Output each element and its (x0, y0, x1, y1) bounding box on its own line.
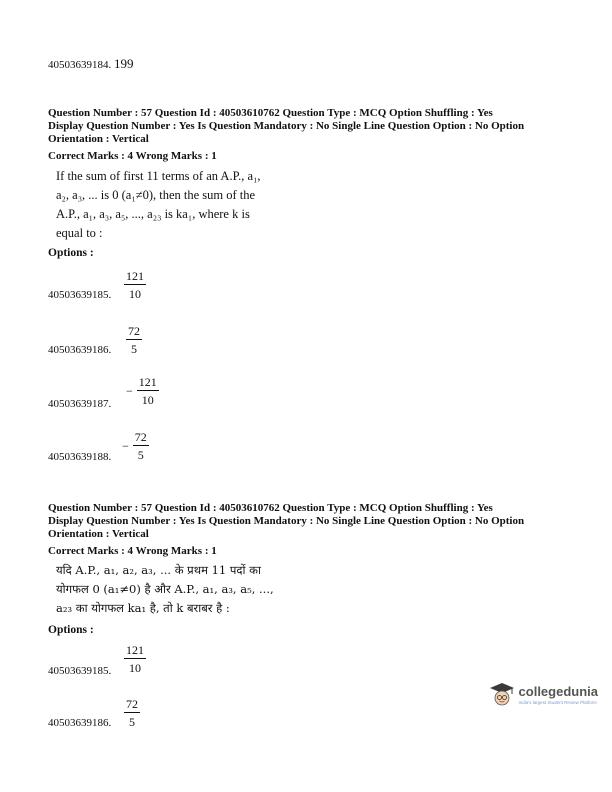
options-label-2: Options : (48, 624, 94, 636)
option-fraction[interactable] (124, 269, 146, 301)
denominator: 5 (131, 342, 137, 356)
fraction-bar (124, 658, 146, 659)
marks-1: Correct Marks : 4 Wrong Marks : 1 (48, 150, 217, 162)
option-fraction[interactable] (124, 643, 146, 675)
question-line: a₂₃ का योगफल ka₁ है, तो k बराबर है : (56, 601, 230, 615)
denominator: 5 (137, 448, 144, 462)
header-line: Question Number : 57 Question Id : 40503610762 Question Type : MCQ Option Shuffling : Yes (48, 107, 493, 119)
header-line: Orientation : Vertical (48, 133, 149, 145)
top-reference-value: 199 (114, 56, 134, 71)
top-reference-id: 40503639184. (48, 59, 112, 71)
option-fraction[interactable] (126, 375, 159, 407)
denominator: 10 (129, 287, 141, 301)
numerator: 121 (126, 269, 144, 283)
graduate-mascot-icon (488, 680, 516, 708)
header-line: Question Number : 57 Question Id : 40503610762 Question Type : MCQ Option Shuffling : Yes (48, 502, 493, 514)
top-reference (48, 56, 134, 72)
fraction-bar (124, 712, 140, 713)
option-fraction[interactable] (126, 324, 142, 356)
header-line: Orientation : Vertical (48, 528, 149, 540)
fraction-bar (137, 390, 159, 391)
question-header-2 (48, 502, 578, 541)
fraction-bar (133, 445, 149, 446)
option-id: 40503639185. (48, 289, 112, 301)
denominator: 10 (141, 393, 154, 407)
numerator: 72 (134, 430, 147, 444)
option-id: 40503639187. (48, 398, 112, 410)
header-line: Display Question Number : Yes Is Question Mandatory : No Single Line Question Option : No Option (48, 515, 525, 527)
option-fraction[interactable] (122, 430, 149, 462)
question-header-1 (48, 107, 578, 146)
marks-2: Correct Marks : 4 Wrong Marks : 1 (48, 545, 217, 557)
question-line: योगफल 0 (a₁≠0) है और A.P., a₁, a₃, a₅, ..., (56, 582, 274, 596)
question-line: If the sum of first 11 terms of an A.P., a₁, (56, 169, 261, 183)
option-id: 40503639186. (48, 717, 112, 729)
question-text-hi (56, 561, 306, 618)
option-fraction[interactable] (124, 697, 140, 729)
numerator: 121 (126, 643, 144, 657)
minus-sign: − (122, 438, 129, 453)
denominator: 10 (129, 661, 141, 675)
minus-sign: − (126, 383, 133, 398)
question-line: a₂, a₃, ... is 0 (a₁≠0), then the sum of the (56, 188, 256, 202)
brand-name: collegedunia (518, 683, 598, 699)
header-line: Display Question Number : Yes Is Question Mandatory : No Single Line Question Option : No Option (48, 120, 525, 132)
fraction-bar (124, 284, 146, 285)
numerator: 121 (138, 375, 157, 389)
numerator: 72 (128, 324, 140, 338)
option-id: 40503639188. (48, 451, 112, 463)
question-line: equal to : (56, 226, 103, 240)
option-id: 40503639185. (48, 665, 112, 677)
options-label-1: Options : (48, 247, 94, 259)
fraction-bar (126, 339, 142, 340)
question-line: A.P., a₁, a₃, a₅, ..., a₂₃ is ka₁, where k is (56, 207, 250, 221)
question-text-en (56, 167, 296, 243)
collegedunia-watermark (488, 680, 598, 708)
denominator: 5 (129, 715, 135, 729)
option-id: 40503639186. (48, 344, 112, 356)
brand-tagline: India's largest Student Review Platform (518, 699, 597, 705)
question-line: यदि A.P., a₁, a₂, a₃, ... के प्रथम 11 पदों का (56, 563, 261, 577)
numerator: 72 (126, 697, 138, 711)
